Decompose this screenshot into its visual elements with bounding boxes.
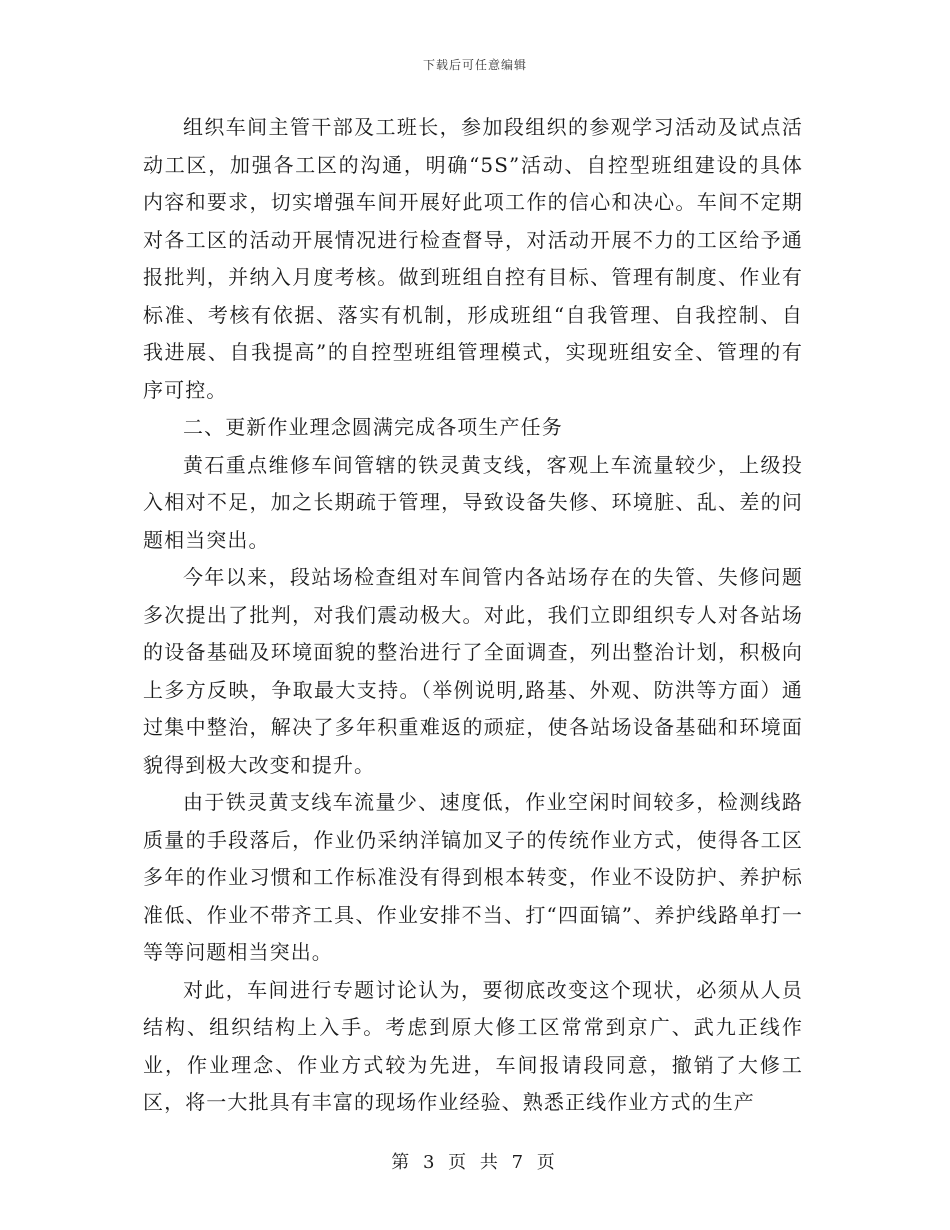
body-text [143,109,803,1122]
footer-total-pages: 7 [511,1152,528,1173]
section-heading: 二、更新作业理念圆满完成各项生产任务 [183,415,563,439]
footer-suffix: 页 [536,1152,559,1173]
footer-mid: 页 共 [448,1152,502,1173]
footer-page-number: 3 [422,1152,439,1173]
paragraph-5: 对此，车间进行专题讨论认为，要彻底改变这个现状，必须从人员结构、组织结构上入手。考虑到原大修工区常常到京广、武九正线作业，作业理念、作业方式较为先进，车间报请段同意，撤销了大修工区，将一大批具有丰富的现场作业经验、熟悉正线作业方式的生产 [143,977,803,1114]
paragraph-2: 黄石重点维修车间管辖的铁灵黄支线，客观上车流量较少，上级投入相对不足，加之长期疏于管理，导致设备失修、环境脏、乱、差的问题相当突出。 [143,452,803,552]
paragraph-3: 今年以来，段站场检查组对车间管内各站场存在的失管、失修问题多次提出了批判，对我们震动极大。对此，我们立即组织专人对各站场的设备基础及环境面貌的整治进行了全面调查，列出整治计划，积极向上多方反映，争取最大支持。（举例说明,路基、外观、防洪等方面）通过集中整治，解决了多年积重难返的顽症，使各站场设备基础和环境面貌得到极大改变和提升。 [143,565,803,777]
paragraph-4: 由于铁灵黄支线车流量少、速度低，作业空闲时间较多，检测线路质量的手段落后，作业仍采纳洋镐加叉子的传统作业方式，使得各工区多年的作业习惯和工作标准没有得到根本转变，作业不设防护、养护标准低、作业不带齐工具、作业安排不当、打“四面镐”、养护线路单打一等等问题相当突出。 [143,790,803,964]
paragraph-1: 组织车间主管干部及工班长，参加段组织的参观学习活动及试点活动工区，加强各工区的沟通，明确“5S”活动、自控型班组建设的具体内容和要求，切实增强车间开展好此项工作的信心和决心。车间不定期对各工区的活动开展情况进行检查督导，对活动开展不力的工区给予通报批判，并纳入月度考核。做到班组自控有目标、管理有制度、作业有标准、考核有依据、落实有机制，形成班组“自我管理、自我控制、自我进展、自我提高”的自控型班组管理模式，实现班组安全、管理的有序可控。 [143,115,803,402]
footer-prefix: 第 [391,1152,414,1173]
page-footer [0,1148,950,1174]
header-note: 下载后可任意编辑 [422,58,527,72]
